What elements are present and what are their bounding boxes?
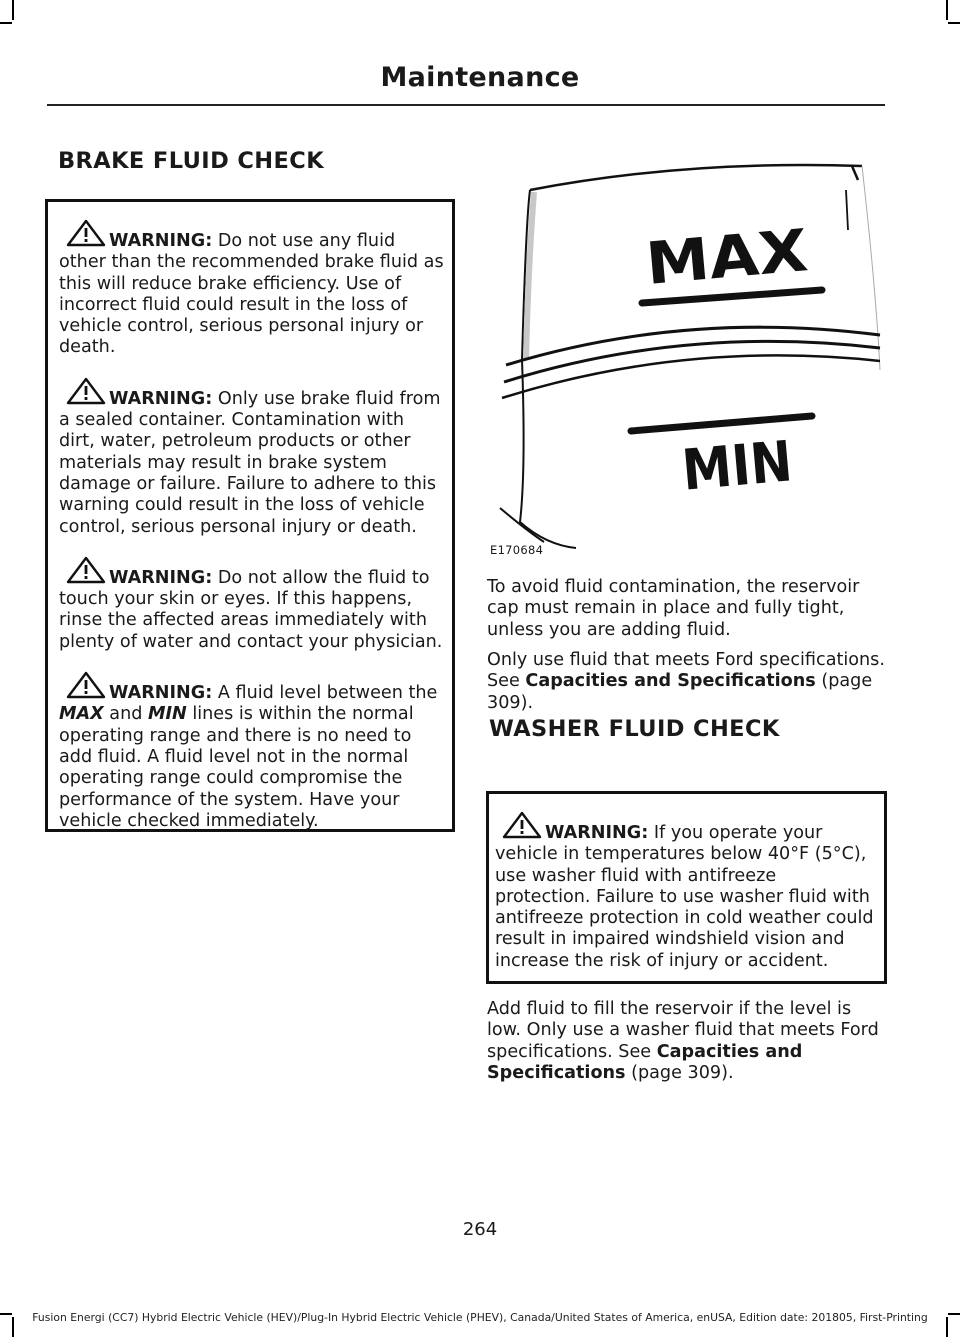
brake-paragraph-1: To avoid fluid contamination, the reservoir cap must remain in place and fully tight, unless you are adding fluid. [487, 577, 860, 640]
capacities-link[interactable]: Capacities and Specifications [525, 671, 816, 692]
page-title: Maintenance [380, 62, 580, 93]
warning-item: WARNING: Do not allow the fluid to touch your skin or eyes. If this happens, rinse the affected areas immediately with plenty of water and contact your physician. [59, 555, 444, 653]
brake-fluid-heading: BRAKE FLUID CHECK [58, 148, 325, 174]
reservoir-illustration [486, 150, 886, 550]
crop-mark [12, 0, 14, 20]
crop-mark [0, 22, 12, 24]
warning-triangle-icon [65, 376, 107, 406]
brake-warning-box [45, 199, 455, 832]
warning-item: WARNING: A fluid level between the MAX and MIN lines is within the normal operating range and there is no need to add fluid. A fluid level not in the normal operating range could compromise the performance of the system. Have your vehicle checked immediately. [59, 670, 444, 832]
page-number: 264 [462, 1219, 498, 1240]
header-divider [47, 104, 885, 106]
figure-id: E170684 [490, 543, 544, 557]
washer-paragraph: Add fluid to fill the reservoir if the level is low. Only use a washer fluid that meets Ford specifications. See Capacities and Specifications (page 309). [487, 999, 879, 1083]
washer-fluid-heading: WASHER FLUID CHECK [489, 716, 780, 742]
warning-triangle-icon [65, 555, 107, 585]
min-label: MIN [679, 428, 809, 504]
brake-paragraph-2: Only use fluid that meets Ford specifications. See Capacities and Specifications (page 309). [487, 650, 885, 713]
max-label: MAX [643, 217, 796, 298]
washer-warning-box [486, 791, 887, 984]
warning-triangle-icon [65, 218, 107, 248]
footer-text: Fusion Energi (CC7) Hybrid Electric Vehicle (HEV)/Plug-In Hybrid Electric Vehicle (PHEV), Canada/United States of America, enUSA, Edition date: 201805, First-Printing [32, 1311, 928, 1324]
warning-item: WARNING: Only use brake fluid from a sealed container. Contamination with dirt, water, petroleum products or other materials may result in brake system damage or failure. Failure to adhere to this warning could result in the loss of vehicle control, serious personal injury or death. [59, 376, 444, 538]
crop-mark [946, 0, 948, 20]
warning-item: WARNING: Do not use any fluid other than the recommended brake fluid as this will reduce brake efficiency. Use of incorrect fluid could result in the loss of vehicle control, serious personal injury or death. [59, 218, 444, 359]
crop-mark [948, 22, 960, 24]
warning-triangle-icon [65, 670, 107, 700]
warning-item: WARNING: If you operate your vehicle in temperatures below 40°F (5°C), use washer fluid with antifreeze protection. Failure to use washer fluid with antifreeze protection in cold weather could result in impaired windshield vision and increase the risk of injury or accident. [495, 810, 876, 972]
warning-triangle-icon [501, 810, 543, 840]
capacities-link[interactable]: Capacities and Specifications [487, 1041, 803, 1083]
